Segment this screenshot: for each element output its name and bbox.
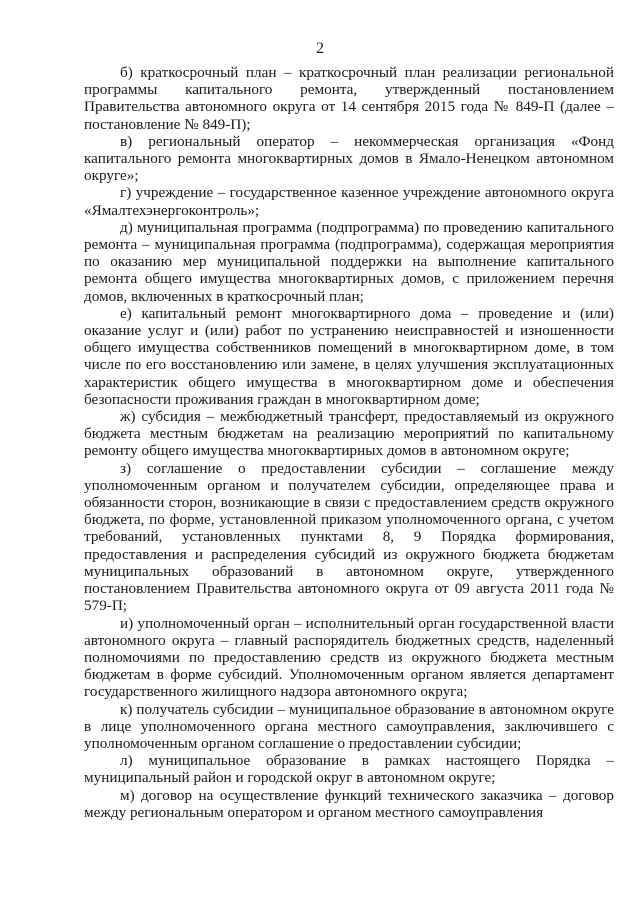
paragraph-e: е) капитальный ремонт многоквартирного дома – проведение и (или) оказание услуг и (или) работ по устранению неисправностей и изношенности общего имущества собственников помещений в многоквартирном доме, в том числе по его восстановлению или замене, в целях улучшения эксплуатационных характеристик общего имущества в многоквартирном доме и обеспечения безопасности проживания граждан в многоквартирном доме; xyxy=(84,304,614,408)
paragraph-b: б) краткосрочный план – краткосрочный план реализации региональной программы капитального ремонта, утвержденный постановлением Правительства автономного округа от 14 сентября 2015 года № 849-П (далее – постановление № 849-П); xyxy=(84,64,614,133)
paragraph-v: в) региональный оператор – некоммерческая организация «Фонд капитального ремонта многоквартирных домов в Ямало-Ненецком автономном округе»; xyxy=(84,132,614,185)
paragraph-k: к) получатель субсидии – муниципальное образование в автономном округе в лице уполномоченного органа местного самоуправления, заключившего с уполномоченным органом соглашение о предоставлении субсидии; xyxy=(84,700,614,752)
paragraph-l: л) муниципальное образование в рамках настоящего Порядка – муниципальный район и городской округ в автономном округе; xyxy=(84,752,614,787)
paragraph-m: м) договор на осуществление функций технического заказчика – договор между региональным оператором и органом местного самоуправления xyxy=(84,786,614,821)
page-number: 2 xyxy=(316,40,324,57)
paragraph-d: д) муниципальная программа (подпрограмма) по проведению капитального ремонта – муниципальная программа (подпрограмма), содержащая мероприятия по оказанию мер муниципальной поддержки на выполнение капитального ремонта общего имущества многоквартирных домов, с приложением перечня домов, включенных в краткосрочный план; xyxy=(84,218,614,305)
document-body xyxy=(84,64,614,821)
paragraph-g: г) учреждение – государственное казенное учреждение автономного округа «Ямалтехэнергоконтроль»; xyxy=(84,184,614,219)
paragraph-zh: ж) субсидия – межбюджетный трансферт, предоставляемый из окружного бюджета местным бюджетам на реализацию мероприятий по капитальному ремонту общего имущества многоквартирных домов в автономном округе; xyxy=(84,408,614,460)
paragraph-i: и) уполномоченный орган – исполнительный орган государственной власти автономного округа – главный распорядитель бюджетных средств, наделенный полномочиями по предоставлению средств из окружного бюджета местным бюджетам в форме субсидий. Уполномоченным органом является департамент государственного жилищного надзора автономного округа; xyxy=(84,614,614,701)
paragraph-z: з) соглашение о предоставлении субсидии – соглашение между уполномоченным органом и получателем субсидии, определяющее права и обязанности сторон, возникающие в связи с предоставлением средств окружного бюджета, по форме, установленной приказом уполномоченного органа, с учетом требований, установленных пунктами 8, 9 Порядка формирования, предоставления и распределения субсидий из окружного бюджета бюджетам муниципальных образований в автономном округе, утвержденного постановлением Правительства автономного округа от 09 августа 2011 года № 579-П; xyxy=(84,459,614,615)
